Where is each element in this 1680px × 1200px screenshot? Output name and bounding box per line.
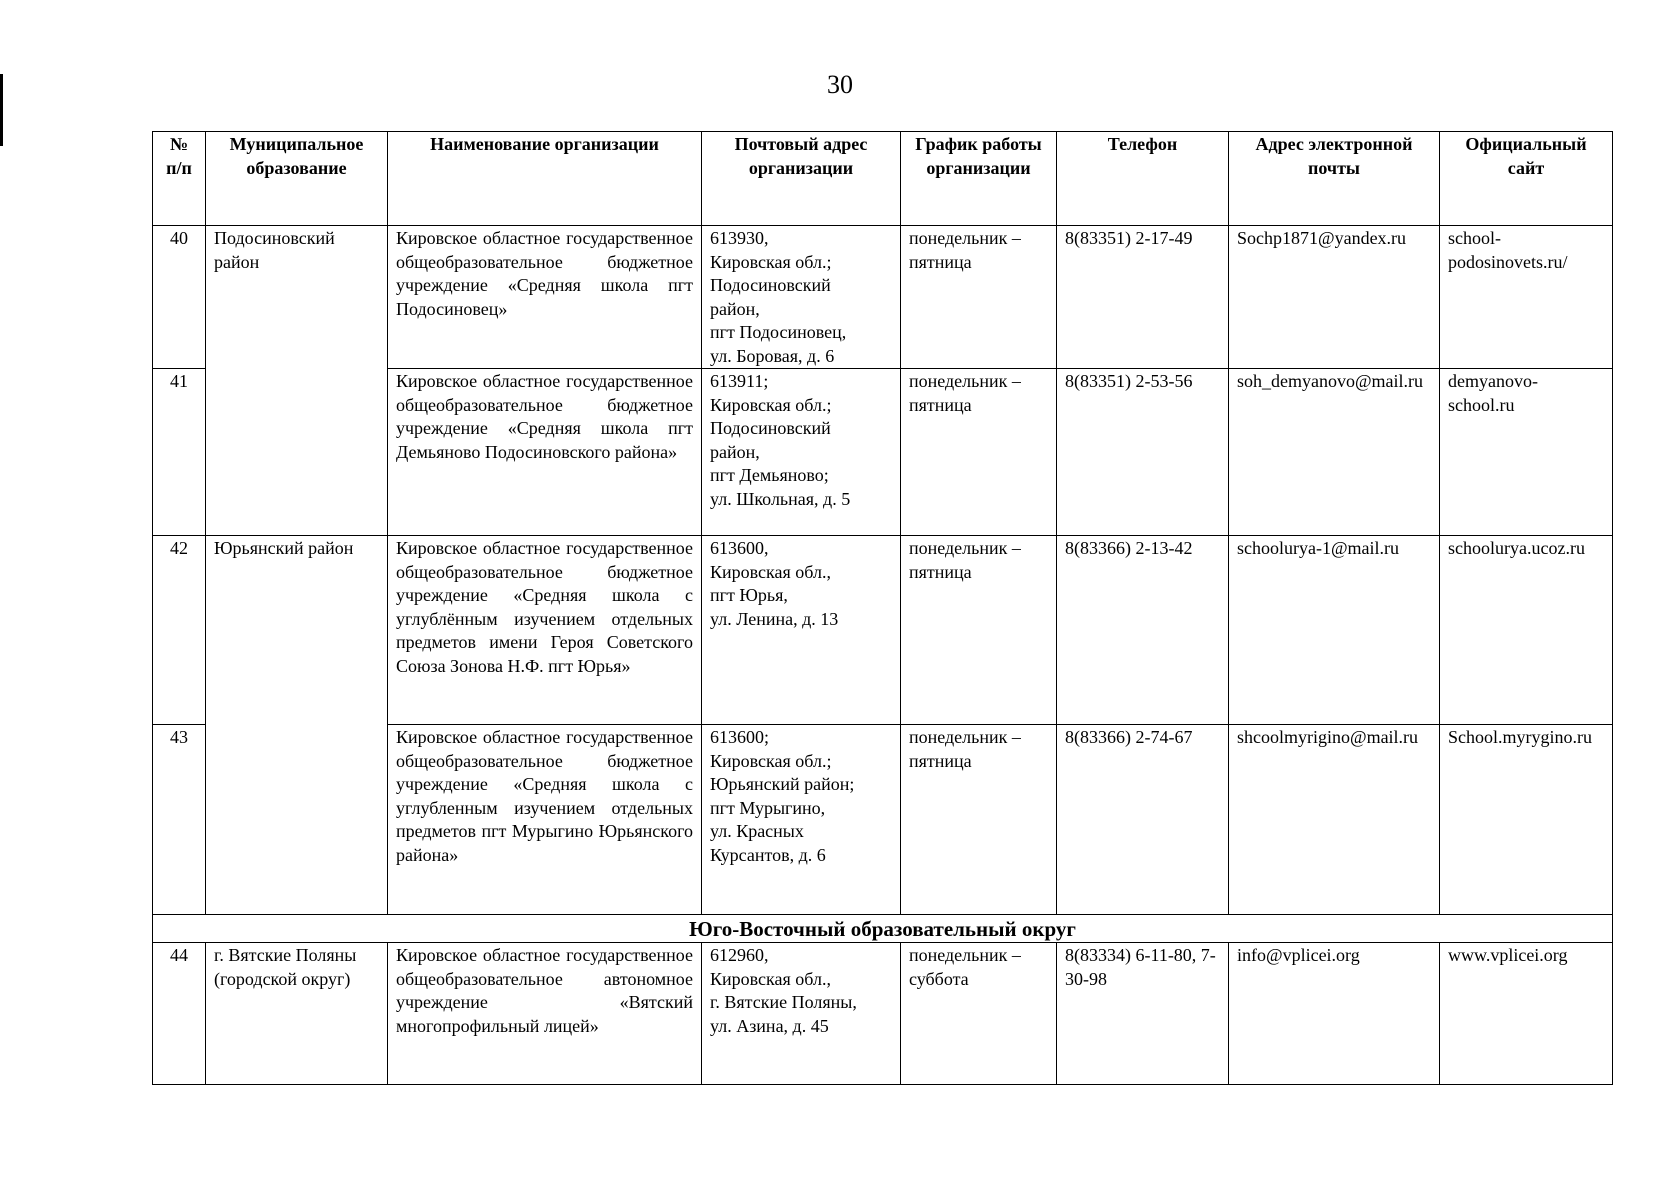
address-line: Кировская обл.; (710, 750, 832, 771)
row-address (702, 943, 901, 1085)
address-line: район, (710, 298, 760, 319)
address-line: ул. Ленина, д. 13 (710, 608, 839, 629)
row-schedule: понедельник – суббота (901, 943, 1057, 1085)
row-organization: Кировское областное государственное общеобразовательное бюджетное учреждение «Средняя школа пгт Подосиновец» (388, 226, 702, 369)
row-num: 40 (153, 226, 206, 369)
page-number: 30 (827, 70, 853, 99)
address-line: Кировская обл., (710, 968, 831, 989)
row-organization: Кировское областное государственное общеобразовательное автономное учреждение «Вятский многопрофильный лицей» (388, 943, 702, 1085)
row-address (702, 725, 901, 915)
address-line: Юрьянский район; (710, 774, 855, 794)
row-num: 44 (153, 943, 206, 1085)
row-site: demyanovo-school.ru (1440, 369, 1613, 536)
address-line: пгт Юрья, (710, 585, 788, 605)
header-municipality: Муниципальное образование (206, 132, 388, 226)
header-num: № п/п (153, 132, 206, 226)
address-line: 613600; (710, 727, 770, 747)
address-line: Курсантов, д. 6 (710, 844, 826, 865)
row-schedule: понедельник – пятница (901, 369, 1057, 536)
header-organization: Наименование организации (388, 132, 702, 226)
header-phone: Телефон (1057, 132, 1229, 226)
row-phone: 8(83366) 2-13-42 (1057, 536, 1229, 725)
header-schedule: График работы организации (901, 132, 1057, 226)
address-line: 613600, (710, 538, 769, 558)
header-email: Адрес электронной почты (1229, 132, 1440, 226)
row-schedule: понедельник – пятница (901, 725, 1057, 915)
address-line: ул. Азина, д. 45 (710, 1015, 829, 1036)
table-row (153, 226, 1613, 369)
row-phone: 8(83351) 2-53-56 (1057, 369, 1229, 536)
row-email: info@vplicei.org (1229, 943, 1440, 1085)
address-line: Кировская обл.; (710, 251, 832, 272)
row-site: school-podosinovets.ru/ (1440, 226, 1613, 369)
header-site: Официальный сайт (1440, 132, 1613, 226)
address-line: пгт Демьяново; (710, 465, 829, 485)
row-num: 43 (153, 725, 206, 915)
row-site: School.myrygino.ru (1440, 725, 1613, 915)
address-line: 613911; (710, 371, 769, 391)
row-num: 41 (153, 369, 206, 536)
address-line: Кировская обл., (710, 561, 831, 582)
address-line: Подосиновский (710, 275, 831, 295)
region-row (153, 915, 1613, 943)
row-email: schoolurya-1@mail.ru (1229, 536, 1440, 725)
row-address (702, 226, 901, 369)
address-line: 612960, (710, 945, 769, 965)
address-line: г. Вятские Поляны, (710, 992, 857, 1012)
row-address (702, 536, 901, 725)
row-email: Sochp1871@yandex.ru (1229, 226, 1440, 369)
organizations-table (152, 131, 1613, 1085)
row-address (702, 369, 901, 536)
row-schedule: понедельник – пятница (901, 226, 1057, 369)
address-line: ул. Школьная, д. 5 (710, 488, 851, 509)
row-email: shcoolmyrigino@mail.ru (1229, 725, 1440, 915)
address-line: Кировская обл.; (710, 394, 832, 415)
row-phone: 8(83334) 6-11-80, 7-30-98 (1057, 943, 1229, 1085)
row-phone: 8(83351) 2-17-49 (1057, 226, 1229, 369)
row-site: www.vplicei.org (1440, 943, 1613, 1085)
address-line: пгт Подосиновец, (710, 322, 847, 342)
header-address: Почтовый адрес организации (702, 132, 901, 226)
address-line: 613930, (710, 228, 769, 248)
row-organization: Кировское областное государственное общеобразовательное бюджетное учреждение «Средняя школа с углубленным изучением отдельных предметов пгт Мурыгино Юрьянского района» (388, 725, 702, 915)
region-title: Юго-Восточный образовательный округ (153, 915, 1613, 943)
table-row (153, 943, 1613, 1085)
address-line: район, (710, 441, 760, 462)
row-municipality: г. Вятские Поляны (городской округ) (206, 943, 388, 1085)
row-organization: Кировское областное государственное общеобразовательное бюджетное учреждение «Средняя школа с углублённым изучением отдельных предметов имени Героя Советского Союза Зонова Н.Ф. пгт Юрья» (388, 536, 702, 725)
row-email: soh_demyanovo@mail.ru (1229, 369, 1440, 536)
row-site: schoolurya.ucoz.ru (1440, 536, 1613, 725)
address-line: пгт Мурыгино, (710, 797, 826, 818)
address-line: Подосиновский (710, 418, 831, 438)
row-num: 42 (153, 536, 206, 725)
row-municipality: Подосиновский район (206, 226, 388, 536)
table-header-row (153, 132, 1613, 226)
row-organization: Кировское областное государственное общеобразовательное бюджетное учреждение «Средняя школа пгт Демьяново Подосиновского района» (388, 369, 702, 536)
address-line: ул. Красных (710, 821, 804, 841)
row-municipality: Юрьянский район (206, 536, 388, 915)
address-line: ул. Боровая, д. 6 (710, 345, 835, 366)
row-phone: 8(83366) 2-74-67 (1057, 725, 1229, 915)
row-schedule: понедельник – пятница (901, 536, 1057, 725)
table-row (153, 536, 1613, 725)
